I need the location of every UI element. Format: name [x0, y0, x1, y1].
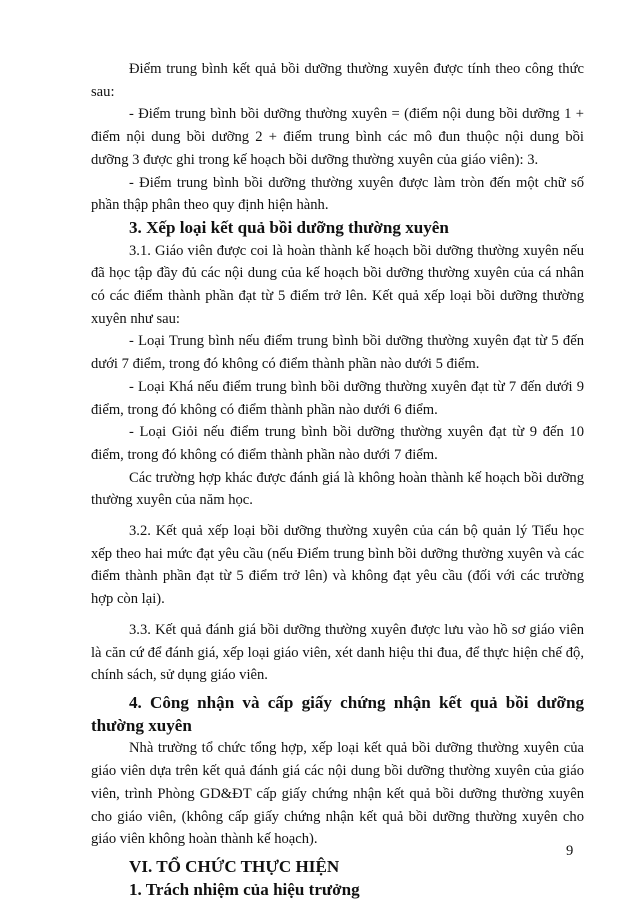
- section-heading: 1. Trách nhiệm của hiệu trưởng: [129, 879, 360, 899]
- paragraph: 3.1. Giáo viên được coi là hoàn thành kế hoạch bồi dưỡng thường xuyên nếu đã học tập đầy đủ các nội dung của kế hoạch bồi dưỡng thường xuyên của cá nhân có các điểm thành phần đạt từ 5 điểm trở lên. Kết quả xếp loại bồi dưỡng thường xuyên như sau:: [91, 242, 584, 327]
- page-number: 9: [566, 843, 574, 859]
- paragraph: Các trường hợp khác được đánh giá là không hoàn thành kế hoạch bồi dưỡng thường xuyên của năm học.: [91, 469, 584, 509]
- paragraph: - Điểm trung bình bồi dưỡng thường xuyên = (điểm nội dung bồi dưỡng 1 + điểm nội dung bồi dưỡng 2 + điểm trung bình các mô đun thuộc nội dung bồi dưỡng 3 được ghi trong kế hoạch bồi dưỡng thường xuyên của giáo viên): 3.: [91, 106, 584, 168]
- paragraph: - Loại Giỏi nếu điểm trung bình bồi dưỡng thường xuyên đạt từ 9 đến 10 điểm, trong đó không có điểm thành phần nào dưới 7 điểm.: [91, 424, 584, 463]
- paragraph: Điểm trung bình kết quả bồi dưỡng thường xuyên được tính theo công thức sau:: [91, 61, 584, 100]
- section-heading: VI. TỔ CHỨC THỰC HIỆN: [129, 856, 340, 876]
- paragraph: 3.2. Kết quả xếp loại bồi dưỡng thường xuyên của cán bộ quản lý Tiểu học xếp theo hai mức đạt yêu cầu (nếu Điểm trung bình bồi dưỡng thường xuyên và các điểm thành phần đạt từ 5 điểm trở lên) và không đạt yêu cầu (đối với các trường hợp còn lại).: [91, 523, 584, 608]
- paragraph: - Loại Khá nếu điểm trung bình bồi dưỡng thường xuyên đạt từ 7 đến dưới 9 điểm, trong đó không có điểm thành phần nào dưới 6 điểm.: [91, 378, 584, 418]
- page-body: [91, 58, 584, 901]
- paragraph: - Điểm trung bình bồi dưỡng thường xuyên được làm tròn đến một chữ số phần thập phân theo quy định hiện hành.: [91, 174, 584, 214]
- section-heading: 3. Xếp loại kết quả bồi dưỡng thường xuyên: [129, 217, 449, 237]
- paragraph: - Loại Trung bình nếu điểm trung bình bồi dưỡng thường xuyên đạt từ 5 đến dưới 7 điểm, trong đó không có điểm thành phần nào dưới 5 điểm.: [91, 333, 584, 373]
- paragraph: 3.3. Kết quả đánh giá bồi dưỡng thường xuyên được lưu vào hồ sơ giáo viên là căn cứ để đánh giá, xếp loại giáo viên, xét danh hiệu thi đua, để thực hiện chế độ, chính sách, sử dụng giáo viên.: [91, 621, 584, 684]
- section-heading: 4. Công nhận và cấp giấy chứng nhận kết quả bồi dưỡng thường xuyên: [91, 692, 584, 735]
- paragraph: Nhà trường tổ chức tổng hợp, xếp loại kết quả bồi dưỡng thường xuyên của giáo viên dựa trên kết quả đánh giá các nội dung bồi dưỡng thường xuyên của giáo viên, trình Phòng GD&ĐT cấp giấy chứng nhận kết quả bồi dưỡng thường xuyên cho giáo viên, (không cấp giấy chứng nhận kết quả bồi dưỡng thường xuyên cho giáo viên không hoàn thành kế hoạch).: [91, 740, 584, 848]
